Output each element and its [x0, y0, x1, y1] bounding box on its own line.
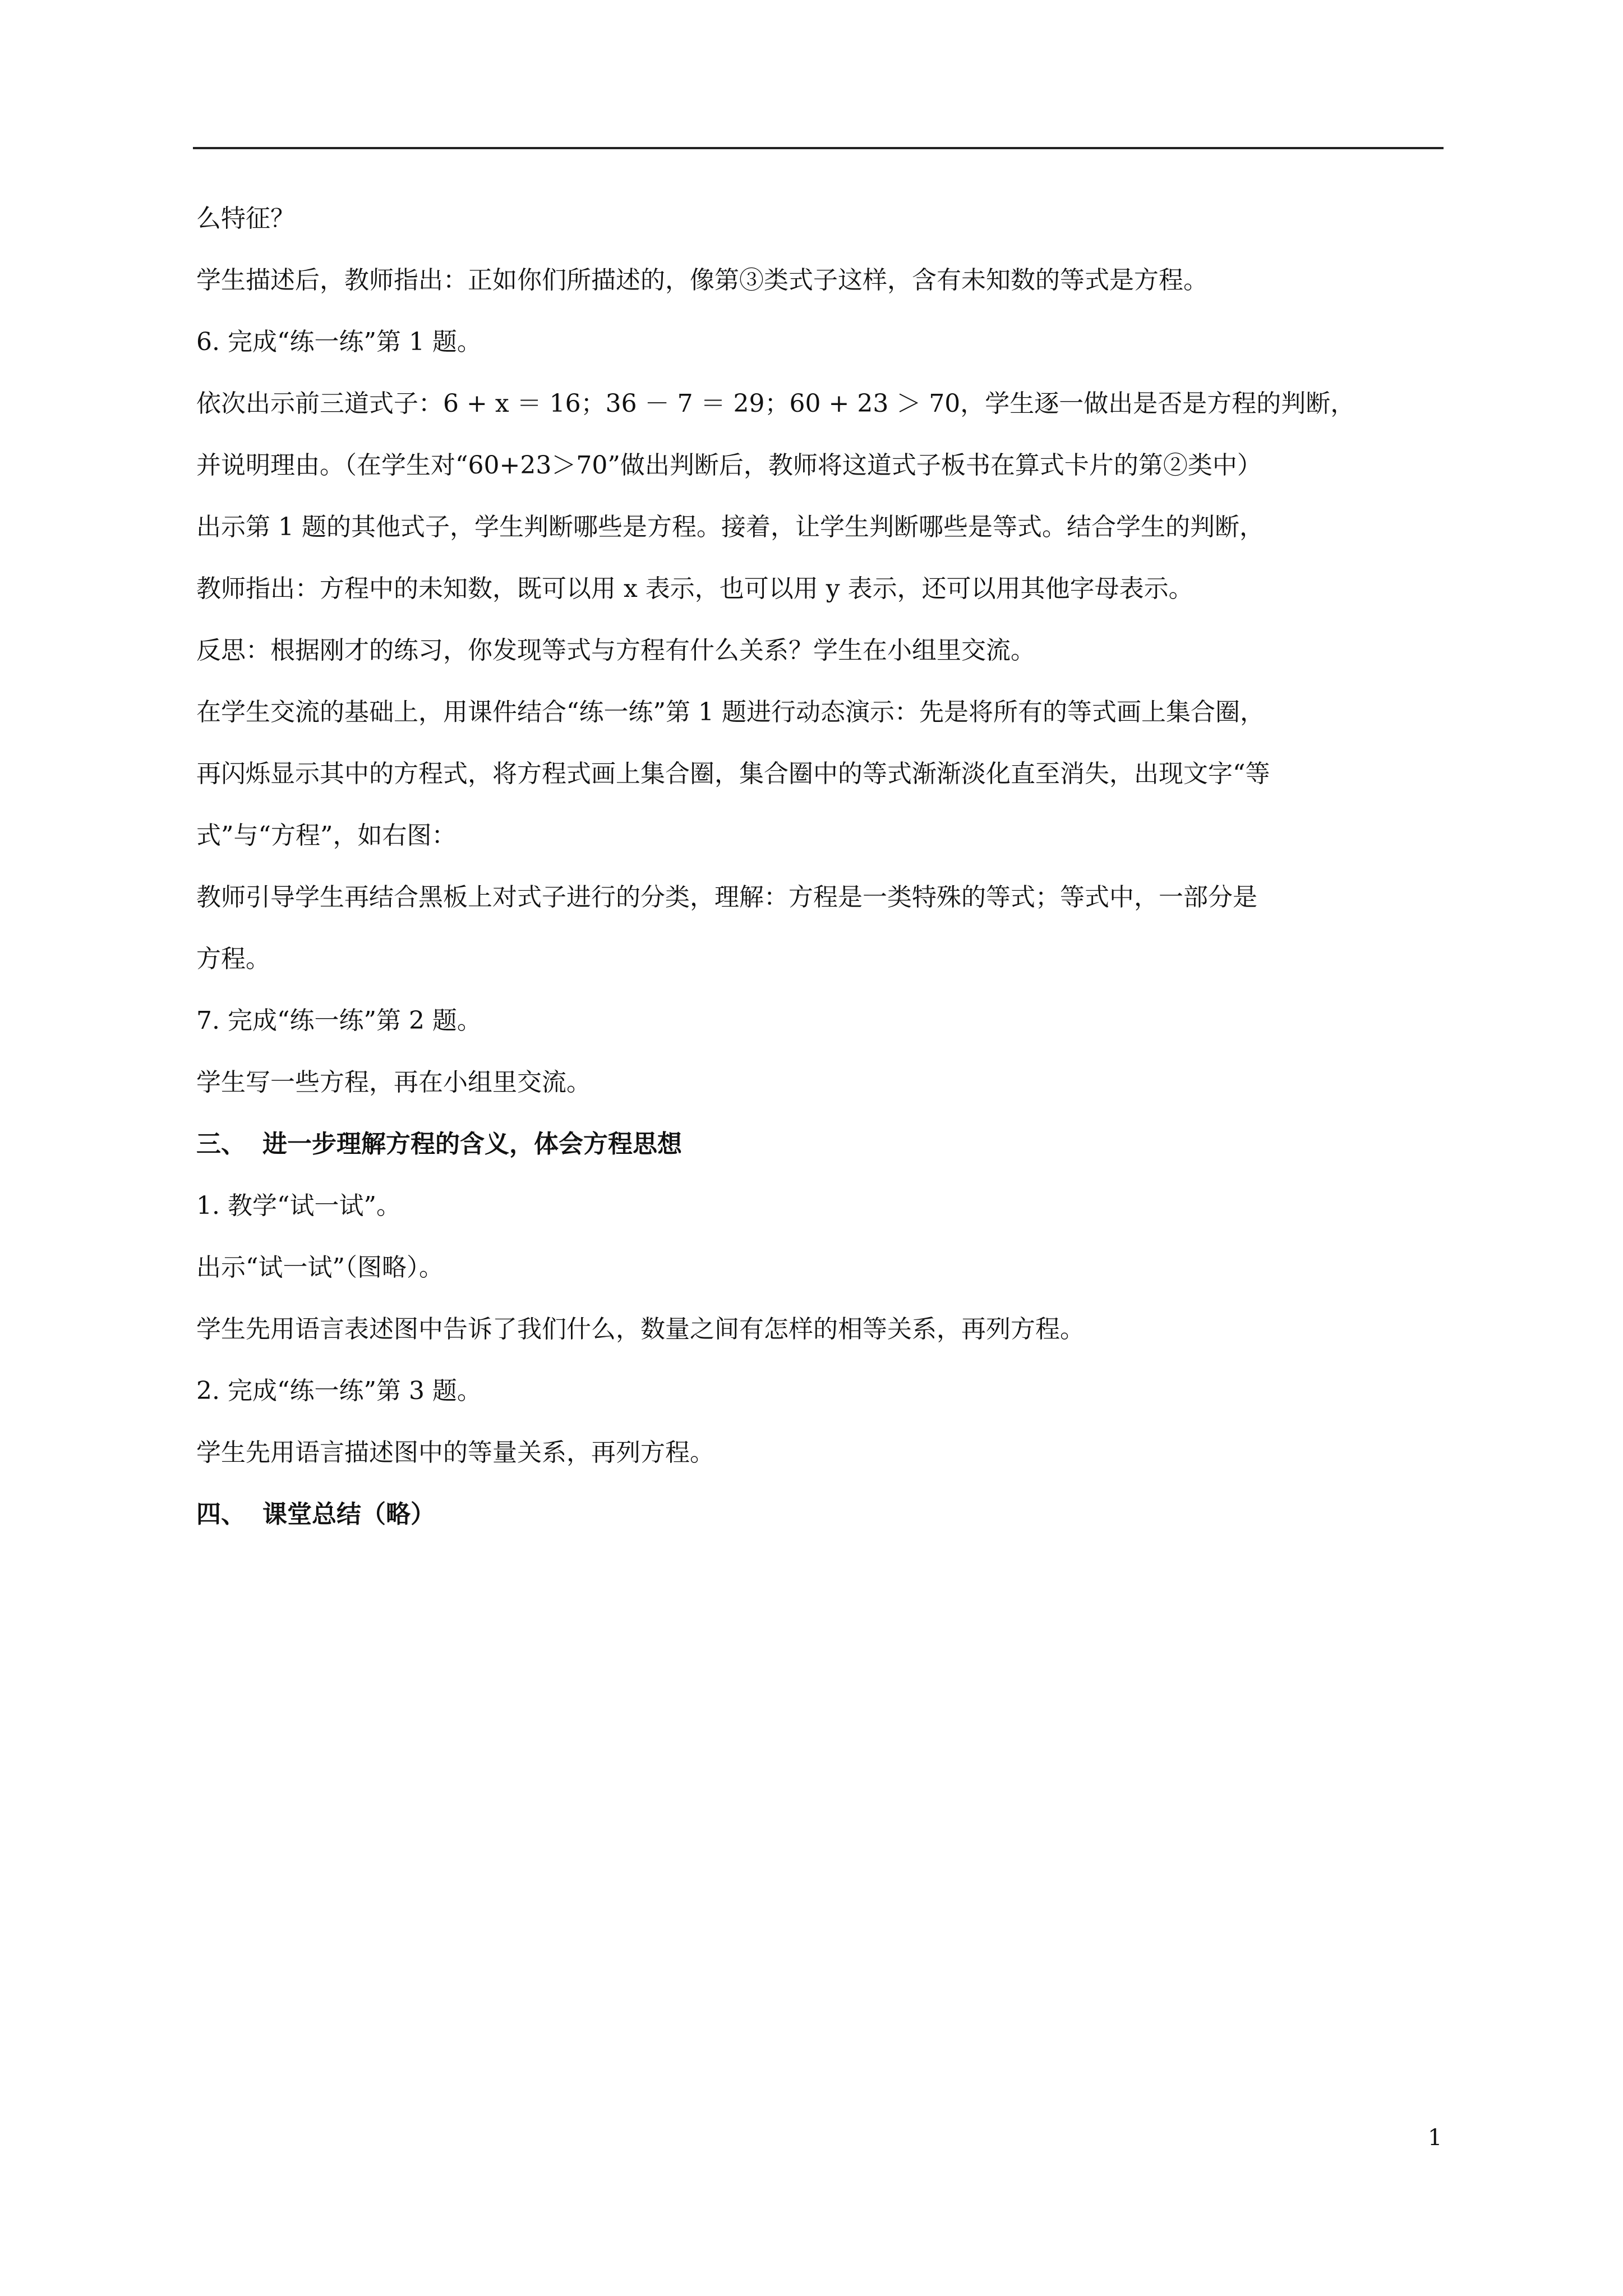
paragraph-line: 2. 完成“练一练”第 3 题。: [196, 1377, 482, 1405]
section-number: 三、: [196, 1130, 246, 1158]
section-heading-4: [196, 1498, 435, 1531]
section-number: 四、: [196, 1500, 246, 1529]
section-title: 课堂总结（略）: [262, 1500, 435, 1529]
paragraph-line: 反思：根据刚才的练习，你发现等式与方程有什么关系？学生在小组里交流。: [196, 636, 1035, 665]
paragraph-line: 出示“试一试”（图略）。: [196, 1253, 444, 1282]
paragraph-line: 1. 教学“试一试”。: [196, 1191, 401, 1220]
paragraph-line: 教师指出：方程中的未知数，既可以用 x 表示，也可以用 y 表示，还可以用其他字母表示。: [196, 574, 1193, 603]
paragraph-line: 学生先用语言表述图中告诉了我们什么，数量之间有怎样的相等关系，再列方程。: [196, 1315, 1085, 1343]
paragraph-line: 在学生交流的基础上，用课件结合“练一练”第 1 题进行动态演示：先是将所有的等式画上集合圈，: [196, 698, 1265, 726]
paragraph-line: 方程。: [196, 945, 270, 973]
paragraph-line: 学生先用语言描述图中的等量关系，再列方程。: [196, 1438, 714, 1467]
paragraph-line: 再闪烁显示其中的方程式，将方程式画上集合圈，集合圈中的等式渐渐淡化直至消失，出现文字“等: [196, 760, 1270, 788]
paragraph-line: 6. 完成“练一练”第 1 题。: [196, 328, 482, 356]
header-rule: [193, 147, 1444, 149]
page-number: 1: [1428, 2125, 1442, 2151]
paragraph-line: 7. 完成“练一练”第 2 题。: [196, 1006, 482, 1035]
paragraph-line: 么特征？: [196, 204, 295, 233]
paragraph-line: 教师引导学生再结合黑板上对式子进行的分类，理解：方程是一类特殊的等式；等式中，一部分是: [196, 883, 1257, 912]
section-heading-3: [196, 1128, 682, 1161]
paragraph-line: 依次出示前三道式子：6 + x ＝ 16；36 － 7 ＝ 29；60 + 23 ＞ 70，学生逐一做出是否是方程的判断，: [196, 389, 1355, 418]
paragraph-line: 学生写一些方程，再在小组里交流。: [196, 1068, 591, 1097]
paragraph-line: 学生描述后，教师指出：正如你们所描述的，像第③类式子这样，含有未知数的等式是方程。: [196, 266, 1208, 295]
paragraph-line: 式”与“方程”，如右图：: [196, 821, 457, 850]
section-title: 进一步理解方程的含义，体会方程思想: [262, 1130, 682, 1158]
paragraph-line: 并说明理由。（在学生对“60+23＞70”做出判断后，教师将这道式子板书在算式卡片的第②类中）: [196, 451, 1262, 480]
paragraph-line: 出示第 1 题的其他式子，学生判断哪些是方程。接着，让学生判断哪些是等式。结合学生的判断，: [196, 513, 1264, 541]
